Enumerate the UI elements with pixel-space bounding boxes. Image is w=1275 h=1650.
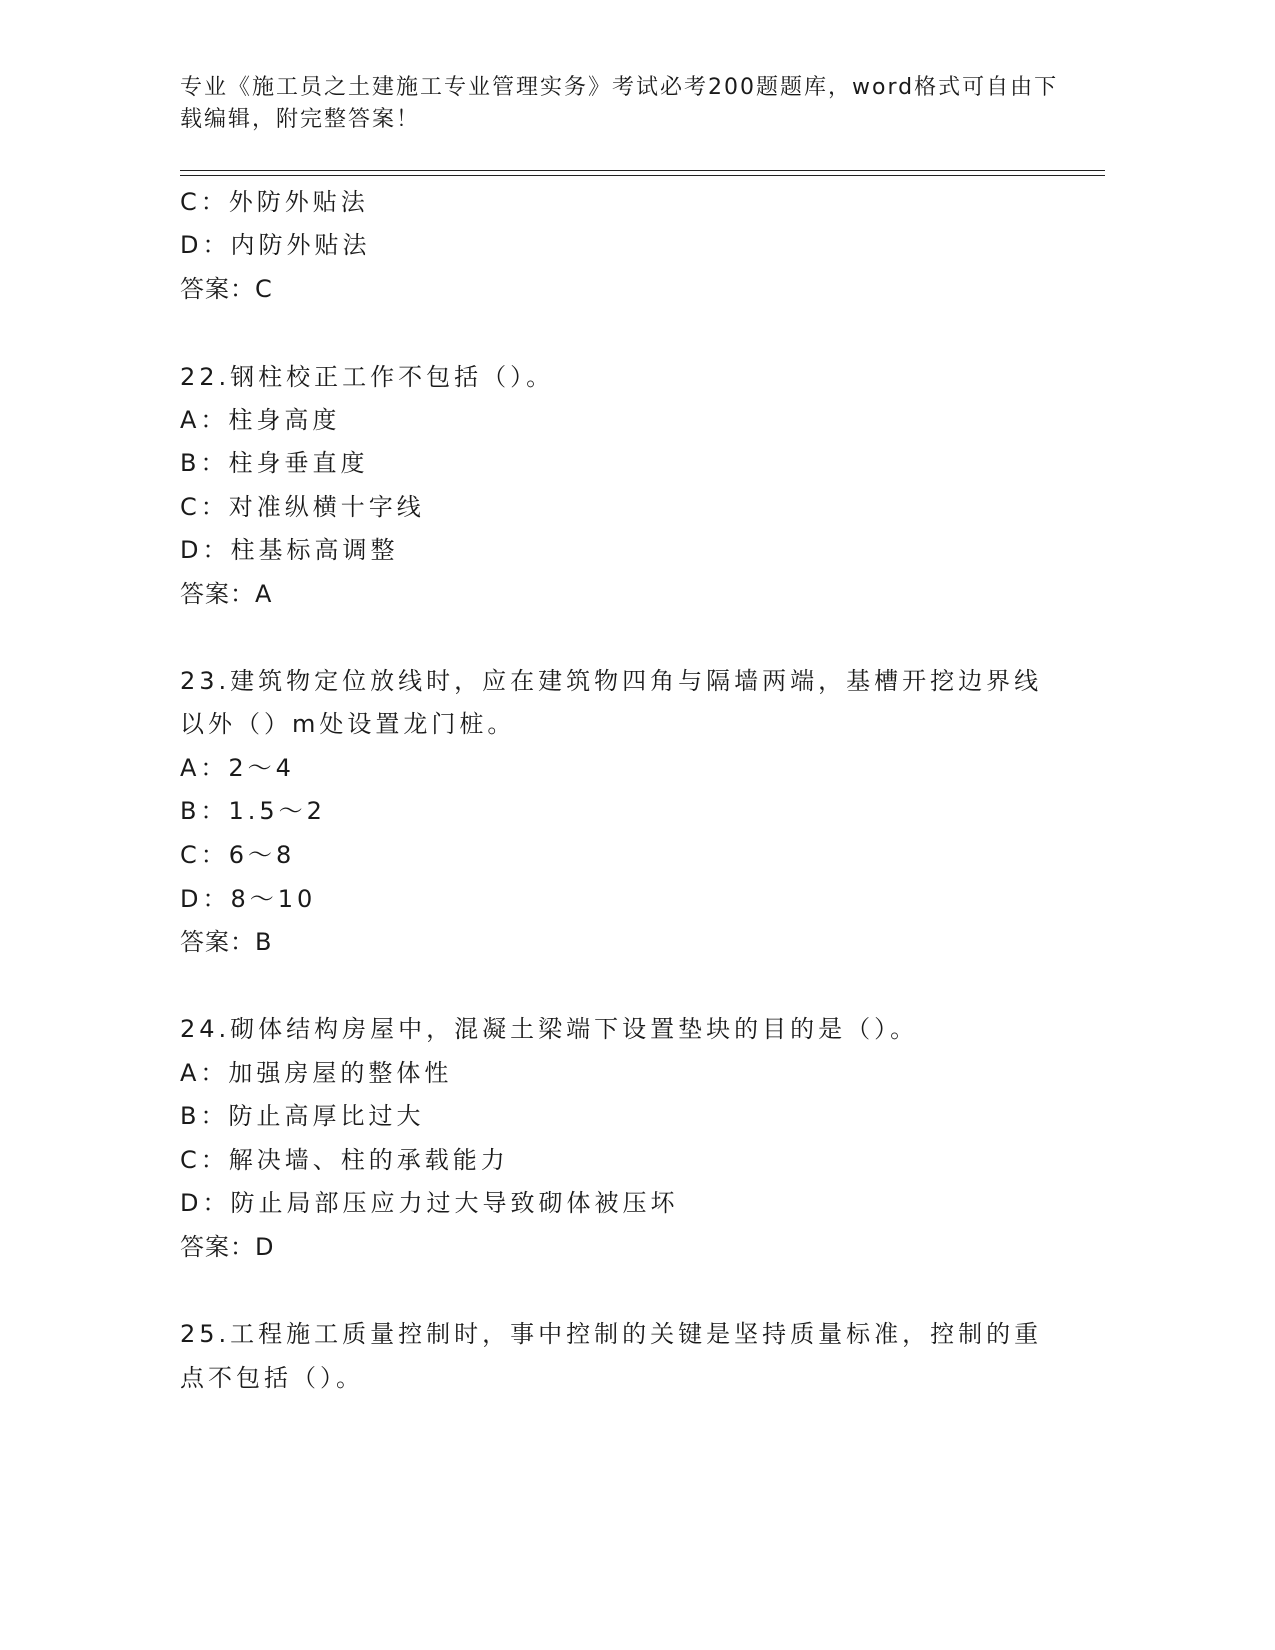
q23-text-line2: 以外（）m处设置龙门桩。 xyxy=(180,710,516,738)
prev-option-d: D：内防外贴法 xyxy=(180,231,371,259)
q23-option-b: B：1.5～2 xyxy=(180,797,326,825)
q23-text-line1: 23.建筑物定位放线时，应在建筑物四角与隔墙两端，基槽开挖边界线 xyxy=(180,667,1043,695)
q22-option-d: D：柱基标高调整 xyxy=(180,536,399,564)
q24-option-d: D：防止局部压应力过大导致砌体被压坏 xyxy=(180,1189,679,1217)
q24-option-a: A：加强房屋的整体性 xyxy=(180,1059,453,1087)
q22-option-a: A：柱身高度 xyxy=(180,406,341,434)
q24-option-c: C：解决墙、柱的承载能力 xyxy=(180,1146,509,1174)
q23-option-c: C：6～8 xyxy=(180,841,296,869)
q23-option-a: A：2～4 xyxy=(180,754,295,782)
header-divider-top xyxy=(180,170,1105,171)
q24-text: 24.砌体结构房屋中，混凝土梁端下设置垫块的目的是（）。 xyxy=(180,1015,919,1043)
q23-option-d: D：8～10 xyxy=(180,885,317,913)
q25-text-line1: 25.工程施工质量控制时，事中控制的关键是坚持质量标准，控制的重 xyxy=(180,1320,1043,1348)
q24-answer: 答案：D xyxy=(180,1233,275,1261)
q22-option-b: B：柱身垂直度 xyxy=(180,449,369,477)
prev-answer: 答案：C xyxy=(180,275,273,303)
header-divider-bottom xyxy=(180,175,1105,176)
q22-option-c: C：对准纵横十字线 xyxy=(180,493,425,521)
q22-answer: 答案：A xyxy=(180,580,273,608)
q24-option-b: B：防止高厚比过大 xyxy=(180,1102,425,1130)
document-header: 专业《施工员之土建施工专业管理实务》考试必考200题题库，word格式可自由下载编辑，附完整答案！ xyxy=(180,75,1059,132)
q22-text: 22.钢柱校正工作不包括（）。 xyxy=(180,363,555,391)
prev-option-c: C：外防外贴法 xyxy=(180,188,369,216)
q23-answer: 答案：B xyxy=(180,928,273,956)
q25-text-line2: 点不包括（）。 xyxy=(180,1364,364,1392)
